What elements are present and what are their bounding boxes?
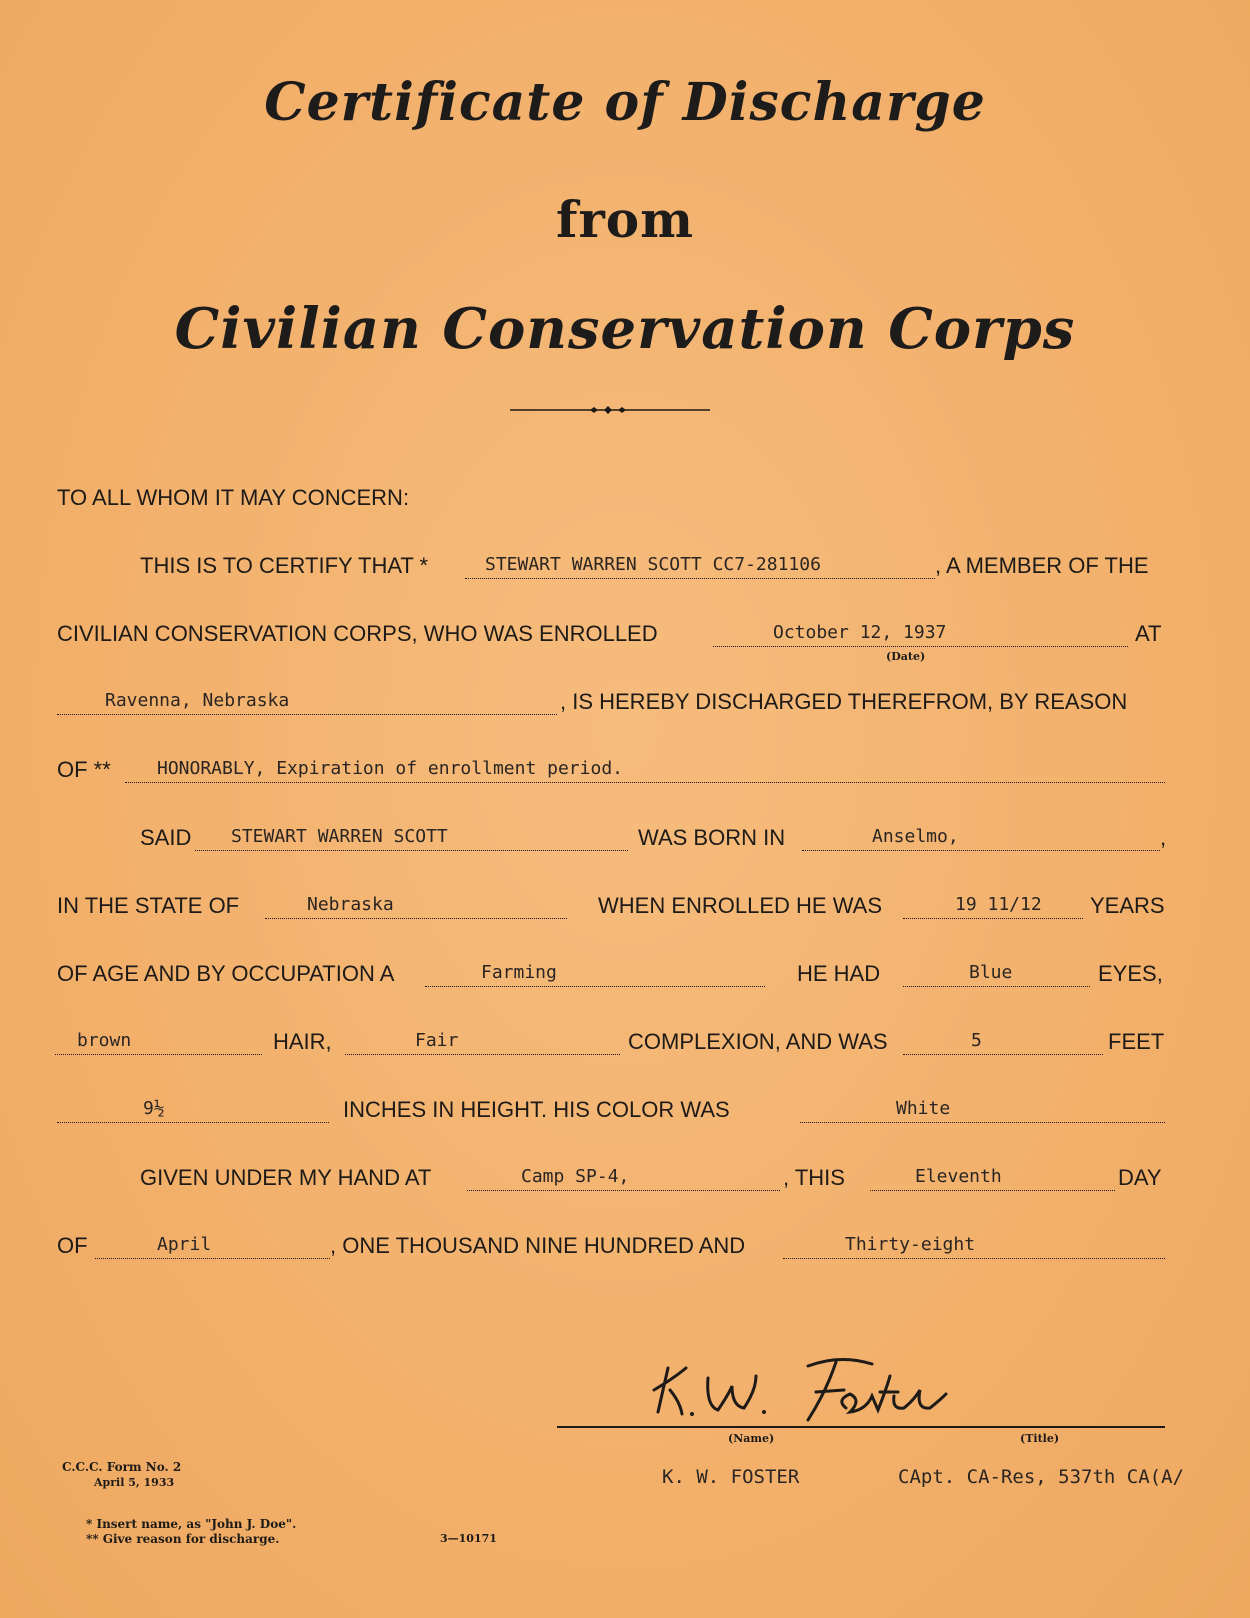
born-in-label: WAS BORN IN [638, 825, 786, 850]
inches-field: 9½ [57, 1097, 329, 1123]
enrolled-place-field: Ravenna, Nebraska [57, 689, 557, 715]
enrolled-age-label: WHEN ENROLLED HE WAS [598, 893, 883, 918]
month-field: April [95, 1233, 330, 1259]
color-field: White [800, 1097, 1165, 1123]
said-label: SAID [140, 825, 192, 850]
form-date: April 5, 1933 [94, 1476, 175, 1489]
hair-field: brown [55, 1029, 262, 1055]
title-caption: (Title) [1020, 1432, 1060, 1445]
name-caption: (Name) [728, 1432, 775, 1445]
given-label: GIVEN UNDER MY HAND AT [140, 1165, 432, 1190]
comma-label: , [1160, 825, 1167, 850]
title-organization: Civilian Conservation Corps [174, 296, 1076, 362]
feet-label: FEET [1108, 1029, 1165, 1054]
camp-field: Camp SP-4, [467, 1165, 780, 1191]
eyes-field: Blue [903, 961, 1090, 987]
typed-officer-name: K. W. FOSTER [662, 1466, 800, 1488]
occupation-label: OF AGE AND BY OCCUPATION A [57, 961, 395, 986]
discharge-reason-field: HONORABLY, Expiration of enrollment period. [125, 757, 1165, 783]
state-field: Nebraska [265, 893, 567, 919]
at-label: AT [1135, 621, 1162, 646]
age-field: 19 11/12 [903, 893, 1083, 919]
hair-label: HAIR, [273, 1029, 332, 1054]
typed-officer-title: CApt. CA-Res, 537th CA(A/ [898, 1466, 1184, 1488]
enrolled-label: CIVILIAN CONSERVATION CORPS, WHO WAS ENROLLED [57, 621, 658, 646]
complexion-label: COMPLEXION, AND WAS [628, 1029, 888, 1054]
he-had-label: HE HAD [797, 961, 881, 986]
reason-label: OF ** [57, 757, 111, 782]
year-label: , ONE THOUSAND NINE HUNDRED AND [330, 1233, 746, 1258]
footnote-name: * Insert name, as "John J. Doe". [86, 1517, 297, 1531]
inches-label: INCHES IN HEIGHT. HIS COLOR WAS [343, 1097, 730, 1122]
form-number: C.C.C. Form No. 2 [62, 1460, 182, 1474]
officer-signature [640, 1350, 980, 1430]
birthplace-field: Anselmo, [802, 825, 1160, 851]
day-label: DAY [1118, 1165, 1162, 1190]
date-caption: (Date) [886, 650, 926, 663]
years-label: YEARS [1090, 893, 1165, 918]
state-label: IN THE STATE OF [57, 893, 240, 918]
certificate-title: Certificate of Discharge [264, 72, 986, 133]
ornament-divider [510, 405, 710, 415]
salutation: TO ALL WHOM IT MAY CONCERN: [57, 485, 410, 510]
title-from: from [555, 190, 695, 249]
enrolled-date-field: October 12, 1937 [713, 621, 1128, 647]
year-field: Thirty-eight [783, 1233, 1165, 1259]
certify-label: THIS IS TO CERTIFY THAT * [140, 553, 429, 578]
said-name-field: STEWART WARREN SCOTT [195, 825, 628, 851]
complexion-field: Fair [345, 1029, 620, 1055]
eyes-label: EYES, [1098, 961, 1163, 986]
feet-field: 5 [903, 1029, 1103, 1055]
day-field: Eleventh [870, 1165, 1115, 1191]
footnote-reason: ** Give reason for discharge. [86, 1532, 280, 1546]
of-label: OF [57, 1233, 88, 1258]
signature-line [557, 1426, 1165, 1428]
print-code: 3—10171 [440, 1532, 497, 1545]
member-of-label: , A MEMBER OF THE [935, 553, 1149, 578]
this-label: , THIS [783, 1165, 845, 1190]
discharged-label: , IS HEREBY DISCHARGED THEREFROM, BY REASON [560, 689, 1128, 714]
occupation-field: Farming [425, 961, 765, 987]
member-name-field: STEWART WARREN SCOTT CC7-281106 [465, 553, 935, 579]
